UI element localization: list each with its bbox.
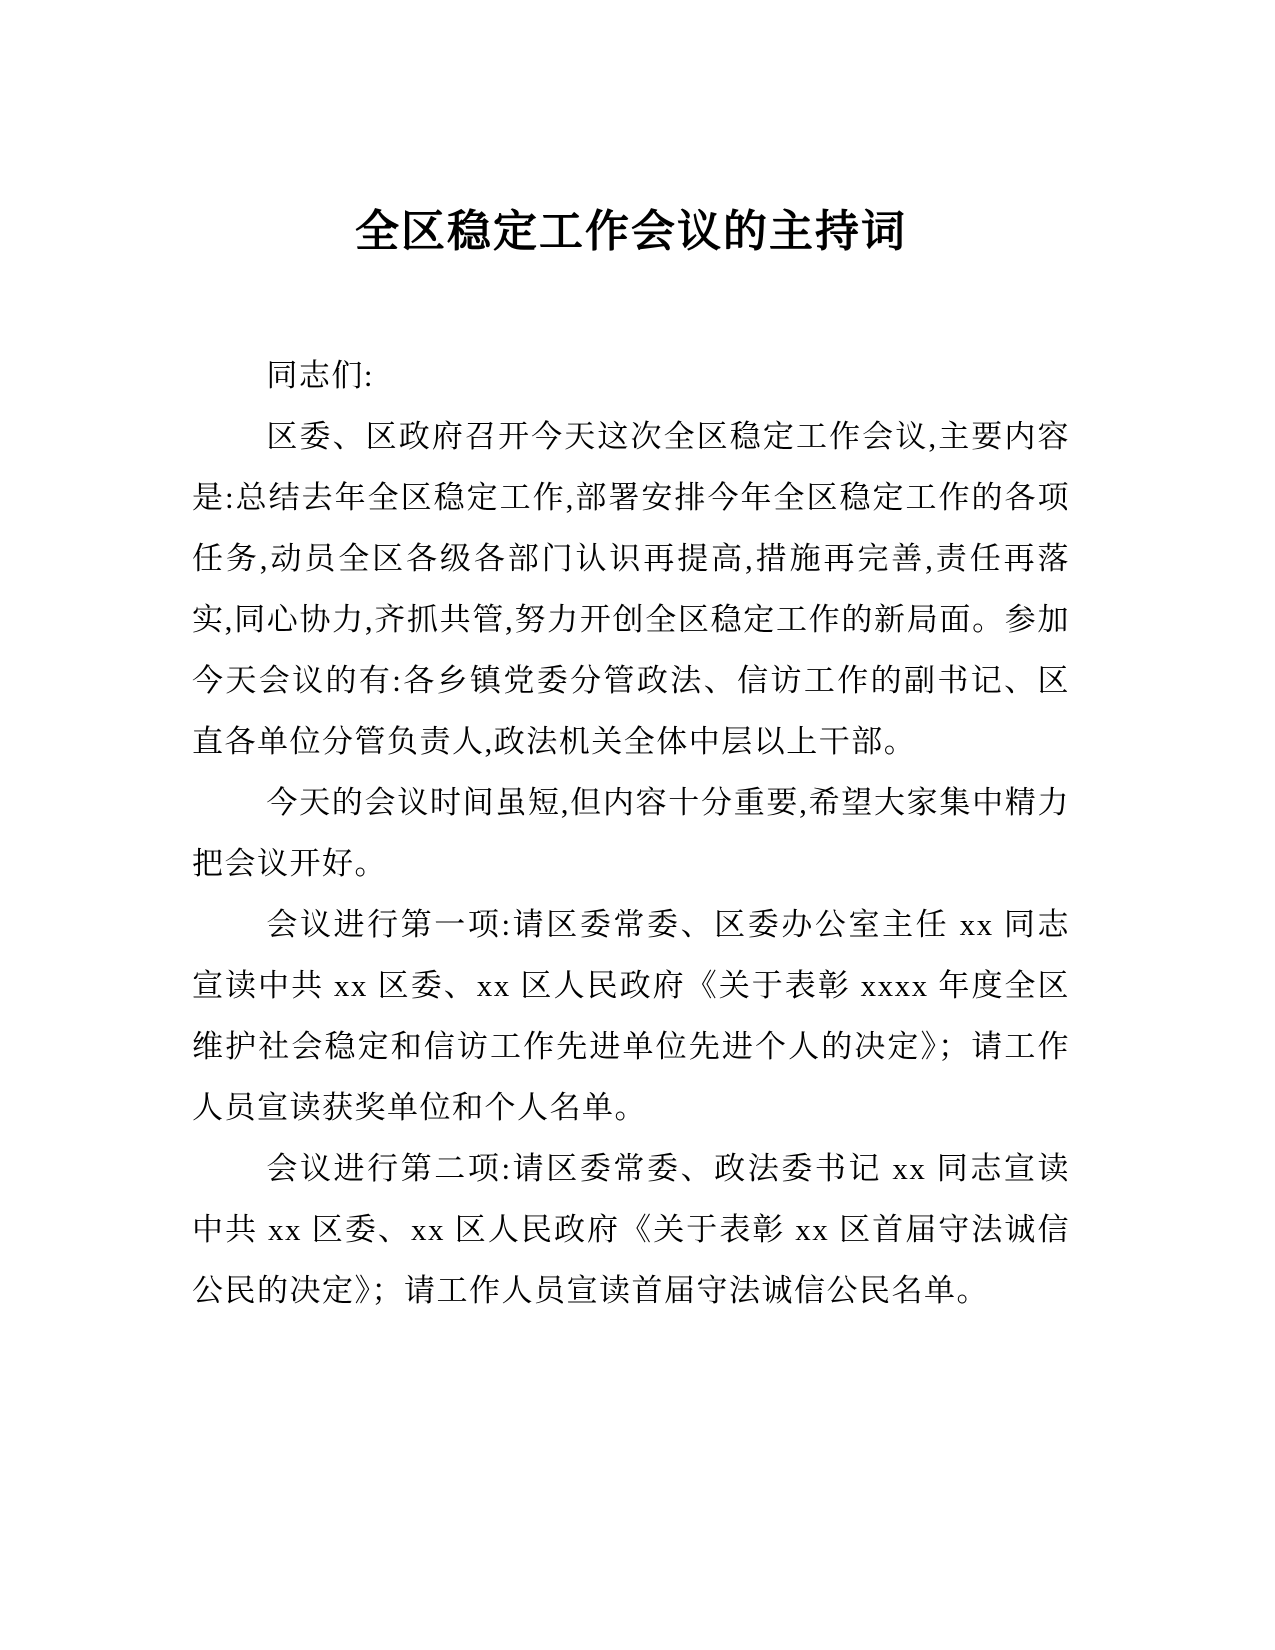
paragraph-5: 会议进行第二项:请区委常委、政法委书记 xx 同志宣读中共 xx 区委、xx 区人民政府《关于表彰 xx 区首届守法诚信公民的决定》；请工作人员宣读首届守法诚信公民名单。 — [192, 1151, 1070, 1308]
document-title: 全区稳定工作会议的主持词 — [355, 207, 907, 256]
paragraph-1: 同志们: — [266, 358, 375, 393]
paragraph-4: 会议进行第一项:请区委常委、区委办公室主任 xx 同志宣读中共 xx 区委、xx 区人民政府《关于表彰 xxxx 年度全区维护社会稳定和信访工作先进单位先进个人的决定》；请工作人员宣读获奖单位和个人名单。 — [192, 907, 1070, 1125]
paragraph-3: 今天的会议时间虽短,但内容十分重要,希望大家集中精力把会议开好。 — [192, 785, 1070, 881]
paragraph-2: 区委、区政府召开今天这次全区稳定工作会议,主要内容是:总结去年全区稳定工作,部署安排今年全区稳定工作的各项任务,动员全区各级各部门认识再提高,措施再完善,责任再落实,同心协力,齐抓共管,努力开创全区稳定工作的新局面。参加今天会议的有:各乡镇党委分管政法、信访工作的副书记、区直各单位分管负责人,政法机关全体中层以上干部。 — [192, 419, 1070, 759]
document-body — [192, 345, 1070, 1321]
